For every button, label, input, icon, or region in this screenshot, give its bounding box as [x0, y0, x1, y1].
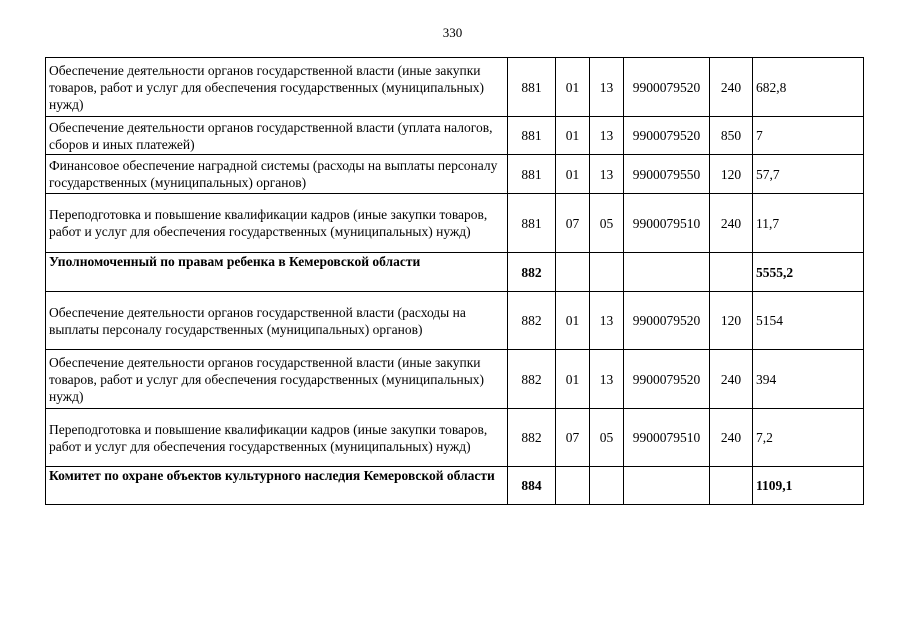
row-name: Обеспечение деятельности органов государственной власти (уплата налогов, сборов и иных платежей): [46, 117, 508, 155]
expense-type: 120: [710, 155, 753, 194]
subsection-code: [590, 467, 624, 505]
subsection-code: 13: [590, 350, 624, 409]
table-row: [46, 409, 864, 467]
section-code: 01: [556, 58, 590, 117]
ministry-code: 884: [508, 467, 556, 505]
amount: 57,7: [753, 155, 864, 194]
table-row: [46, 467, 864, 505]
section-code: [556, 467, 590, 505]
budget-table: [45, 57, 864, 505]
table-row: [46, 350, 864, 409]
subsection-code: 13: [590, 117, 624, 155]
expense-type: 240: [710, 350, 753, 409]
amount: 7: [753, 117, 864, 155]
section-code: 01: [556, 350, 590, 409]
ministry-code: 881: [508, 194, 556, 253]
amount: 7,2: [753, 409, 864, 467]
target-article: 9900079520: [624, 117, 710, 155]
row-name: Переподготовка и повышение квалификации кадров (иные закупки товаров, работ и услуг для обеспечения государственных (муниципальных) нужд): [46, 409, 508, 467]
row-name: Обеспечение деятельности органов государственной власти (иные закупки товаров, работ и услуг для обеспечения государственных (муниципальных) нужд): [46, 350, 508, 409]
row-name: Финансовое обеспечение наградной системы (расходы на выплаты персоналу государственных (муниципальных) органов): [46, 155, 508, 194]
subsection-code: 05: [590, 194, 624, 253]
expense-type: 240: [710, 58, 753, 117]
subsection-code: 13: [590, 155, 624, 194]
table-row: [46, 58, 864, 117]
section-code: 01: [556, 155, 590, 194]
section-code: 01: [556, 117, 590, 155]
amount: 394: [753, 350, 864, 409]
page-number: 330: [442, 25, 463, 40]
amount: 1109,1: [753, 467, 864, 505]
amount: 11,7: [753, 194, 864, 253]
row-name: Обеспечение деятельности органов государственной власти (иные закупки товаров, работ и услуг для обеспечения государственных (муниципальных) нужд): [46, 58, 508, 117]
amount: 5555,2: [753, 253, 864, 292]
expense-type: 240: [710, 194, 753, 253]
expense-type: 850: [710, 117, 753, 155]
table-row: [46, 155, 864, 194]
ministry-code: 882: [508, 409, 556, 467]
expense-type: 240: [710, 409, 753, 467]
target-article: 9900079520: [624, 292, 710, 350]
ministry-code: 881: [508, 155, 556, 194]
table-row: [46, 117, 864, 155]
subsection-code: 13: [590, 58, 624, 117]
subsection-code: 05: [590, 409, 624, 467]
ministry-code: 882: [508, 292, 556, 350]
ministry-code: 882: [508, 253, 556, 292]
table-row: [46, 194, 864, 253]
section-code: [556, 253, 590, 292]
target-article: 9900079510: [624, 194, 710, 253]
amount: 682,8: [753, 58, 864, 117]
table-row: [46, 253, 864, 292]
target-article: 9900079520: [624, 58, 710, 117]
target-article: 9900079520: [624, 350, 710, 409]
row-name: Комитет по охране объектов культурного наследия Кемеровской области: [46, 467, 508, 505]
expense-type: [710, 467, 753, 505]
target-article: 9900079510: [624, 409, 710, 467]
expense-type: [710, 253, 753, 292]
target-article: 9900079550: [624, 155, 710, 194]
section-code: 07: [556, 409, 590, 467]
target-article: [624, 253, 710, 292]
subsection-code: [590, 253, 624, 292]
ministry-code: 881: [508, 117, 556, 155]
subsection-code: 13: [590, 292, 624, 350]
row-name: Уполномоченный по правам ребенка в Кемеровской области: [46, 253, 508, 292]
row-name: Обеспечение деятельности органов государственной власти (расходы на выплаты персоналу государственных (муниципальных) органов): [46, 292, 508, 350]
section-code: 01: [556, 292, 590, 350]
row-name: Переподготовка и повышение квалификации кадров (иные закупки товаров, работ и услуг для обеспечения государственных (муниципальных) нужд): [46, 194, 508, 253]
section-code: 07: [556, 194, 590, 253]
ministry-code: 882: [508, 350, 556, 409]
amount: 5154: [753, 292, 864, 350]
target-article: [624, 467, 710, 505]
ministry-code: 881: [508, 58, 556, 117]
table-row: [46, 292, 864, 350]
expense-type: 120: [710, 292, 753, 350]
